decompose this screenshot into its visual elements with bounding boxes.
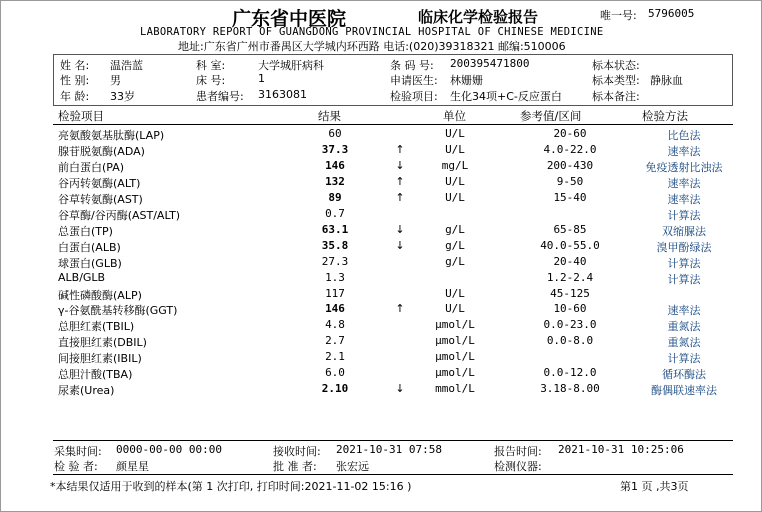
reference-range: 20-60: [553, 127, 587, 140]
test-method: 重氮法: [667, 336, 701, 350]
age-label: 年 龄:: [60, 90, 90, 103]
test-name: 腺苷脱氨酶(ADA): [58, 144, 145, 158]
table-row: [0, 207, 762, 223]
patient-sex: 男: [110, 74, 121, 87]
result-unit: g/L: [445, 222, 465, 236]
test-name: 总胆红素(TBIL): [58, 320, 135, 334]
table-row: [0, 191, 762, 207]
result-unit: U/L: [445, 127, 465, 140]
test-method: 双缩脲法: [662, 224, 706, 238]
report-time: 2021-10-31 10:25:06: [558, 443, 684, 456]
table-row: [0, 143, 762, 159]
table-row: [0, 223, 762, 239]
result-value: 37.3: [321, 142, 349, 156]
test-name: 谷丙转氨酶(ALT): [58, 176, 141, 190]
report-time-label: 报告时间:: [494, 445, 542, 458]
test-name: 白蛋白(ALB): [58, 240, 121, 254]
reference-range: 15-40: [553, 190, 587, 204]
instrument-label: 检测仪器:: [494, 460, 542, 473]
test-method: 计算法: [667, 352, 701, 366]
result-value: 0.7: [325, 206, 345, 220]
result-value: 89: [328, 190, 342, 204]
result-unit: μmol/L: [435, 318, 475, 332]
test-method: 计算法: [667, 272, 701, 286]
test-name: 间接胆红素(IBIL): [58, 352, 142, 366]
bed-value: 1: [258, 72, 265, 85]
tester-label: 检 验 者:: [54, 460, 98, 473]
receive-time-label: 接收时间:: [273, 445, 321, 458]
result-value: 4.8: [325, 318, 345, 332]
test-name: 碱性磷酸酶(ALP): [58, 288, 142, 302]
hospital-name: 广东省中医院: [232, 8, 347, 30]
result-value: 146: [325, 302, 345, 316]
reference-range: 1.2-2.4: [546, 270, 594, 284]
result-unit: g/L: [445, 254, 465, 268]
test-method: 比色法: [667, 129, 701, 142]
reference-range: 9-50: [556, 174, 584, 188]
table-row: [0, 127, 762, 143]
result-value: 2.10: [321, 382, 349, 396]
unique-no-label: 唯一号:: [600, 9, 637, 22]
test-method: 溴甲酚绿法: [656, 240, 712, 254]
approver-value: 张宏远: [336, 460, 369, 473]
collect-time-label: 采集时间:: [54, 445, 102, 458]
test-name: 谷草转氨酶(AST): [58, 192, 143, 206]
abnormal-flag: ↑: [395, 174, 405, 188]
test-method: 速率法: [667, 176, 701, 190]
col-method: 检验方法: [642, 109, 688, 123]
sample-type-label: 标本类型:: [592, 74, 640, 87]
result-unit: U/L: [445, 174, 465, 188]
header-divider: [53, 124, 733, 125]
patient-age: 33岁: [110, 90, 135, 103]
table-row: [0, 255, 762, 271]
test-name: γ-谷氨酰基转移酶(GGT): [58, 304, 178, 318]
table-row: [0, 318, 762, 334]
page-info: 第1 页 ,共3页: [620, 480, 689, 493]
sex-label: 性 别:: [60, 74, 90, 87]
test-method: 计算法: [667, 208, 701, 222]
patient-name: 温浩蓝: [110, 59, 143, 72]
address-line: 地址:广东省广州市番禺区大学城内环西路 电话:(020)39318321 邮编:510006: [178, 40, 566, 53]
result-value: 146: [325, 158, 345, 172]
dept-value: 大学城肝病科: [258, 59, 324, 72]
unique-no: 5796005: [648, 7, 695, 20]
col-result: 结果: [318, 109, 341, 123]
result-unit: mmol/L: [435, 382, 475, 396]
sample-status-label: 标本状态:: [592, 59, 640, 72]
table-row: [0, 382, 762, 398]
result-value: 1.3: [325, 270, 345, 284]
reference-range: 200-430: [546, 158, 594, 172]
table-row: [0, 287, 762, 303]
patient-no-value: 3163081: [258, 88, 307, 101]
col-item: 检验项目: [58, 109, 104, 123]
abnormal-flag: ↓: [395, 382, 405, 396]
result-unit: μmol/L: [435, 366, 475, 380]
patient-no-label: 患者编号:: [196, 90, 244, 103]
abnormal-flag: ↑: [395, 190, 405, 204]
table-row: [0, 366, 762, 382]
print-note: *本结果仅适用于收到的样本(第 1 次打印, 打印时间:2021-11-02 15:16 ): [50, 480, 412, 493]
test-item-label: 检验项目:: [390, 90, 438, 103]
result-value: 2.7: [325, 334, 345, 348]
barcode-label: 条 码 号:: [390, 59, 434, 72]
test-method: 酶偶联速率法: [651, 384, 717, 398]
result-value: 117: [325, 286, 345, 300]
table-row: [0, 271, 762, 287]
result-value: 27.3: [321, 254, 349, 268]
abnormal-flag: ↓: [395, 158, 405, 172]
test-method: 速率法: [667, 304, 701, 318]
result-unit: g/L: [445, 238, 465, 252]
test-item-value: 生化34项+C-反应蛋白: [450, 90, 562, 103]
result-unit: U/L: [445, 142, 465, 156]
tester-value: 颜星星: [116, 460, 149, 473]
test-name: 总蛋白(TP): [58, 224, 113, 238]
test-name: 球蛋白(GLB): [58, 256, 122, 270]
reference-range: 40.0-55.0: [540, 238, 600, 252]
name-label: 姓 名:: [60, 59, 90, 72]
result-unit: mg/L: [441, 158, 469, 172]
abnormal-flag: ↑: [395, 302, 405, 316]
result-value: 60: [328, 127, 342, 140]
test-method: 免疫透射比浊法: [645, 160, 723, 174]
table-row: [0, 302, 762, 318]
reference-range: 0.0-8.0: [546, 334, 594, 348]
reference-range: 20-40: [553, 254, 587, 268]
test-name: 直接胆红素(DBIL): [58, 336, 147, 350]
test-name: 尿素(Urea): [58, 384, 115, 398]
table-row: [0, 159, 762, 175]
reference-range: 0.0-12.0: [543, 366, 597, 380]
receive-time: 2021-10-31 07:58: [336, 443, 442, 456]
abnormal-flag: ↓: [395, 238, 405, 252]
test-method: 循环酶法: [662, 368, 706, 382]
col-unit: 单位: [443, 109, 466, 123]
barcode-value: 200395471800: [450, 57, 530, 70]
table-row: [0, 175, 762, 191]
footer-divider-top: [53, 440, 733, 441]
hospital-english-name: LABORATORY REPORT OF GUANGDONG PROVINCIAL HOSPITAL OF CHINESE MEDICINE: [140, 26, 604, 38]
abnormal-flag: ↓: [395, 222, 405, 236]
sample-remark-label: 标本备注:: [592, 90, 640, 103]
test-name: 谷草酶/谷丙酶(AST/ALT): [58, 208, 181, 222]
sample-type-value: 静脉血: [650, 74, 683, 87]
col-reference: 参考值/区间: [520, 109, 582, 123]
test-name: 总胆汁酸(TBA): [58, 368, 133, 382]
test-method: 计算法: [667, 256, 701, 270]
result-value: 35.8: [321, 238, 349, 252]
dept-label: 科 室:: [196, 59, 226, 72]
result-value: 2.1: [325, 350, 345, 364]
result-unit: U/L: [445, 302, 465, 316]
result-value: 132: [325, 174, 345, 188]
test-name: 前白蛋白(PA): [58, 160, 125, 174]
reference-range: 0.0-23.0: [543, 318, 597, 332]
reference-range: 65-85: [553, 222, 587, 236]
test-name: ALB/GLB: [58, 270, 106, 284]
result-unit: μmol/L: [435, 350, 475, 364]
test-method: 速率法: [667, 192, 701, 206]
result-unit: μmol/L: [435, 334, 475, 348]
table-row: [0, 334, 762, 350]
reference-range: 3.18-8.00: [540, 382, 600, 396]
abnormal-flag: ↑: [395, 142, 405, 156]
reference-range: 4.0-22.0: [543, 142, 597, 156]
result-unit: U/L: [445, 190, 465, 204]
table-row: [0, 350, 762, 366]
result-value: 63.1: [321, 222, 349, 236]
collect-time: 0000-00-00 00:00: [116, 443, 222, 456]
test-name: 亮氨酸氨基肽酶(LAP): [58, 129, 165, 142]
doctor-label: 申请医生:: [390, 74, 438, 87]
reference-range: 45-125: [550, 286, 590, 300]
test-method: 速率法: [667, 144, 701, 158]
approver-label: 批 准 者:: [273, 460, 317, 473]
test-method: 重氮法: [667, 320, 701, 334]
result-unit: U/L: [445, 286, 465, 300]
bed-label: 床 号:: [196, 74, 226, 87]
doctor-value: 林姗姗: [450, 74, 483, 87]
result-value: 6.0: [325, 366, 345, 380]
footer-divider-bottom: [53, 474, 733, 475]
report-title: 临床化学检验报告: [418, 8, 539, 26]
table-row: [0, 239, 762, 255]
reference-range: 10-60: [553, 302, 587, 316]
